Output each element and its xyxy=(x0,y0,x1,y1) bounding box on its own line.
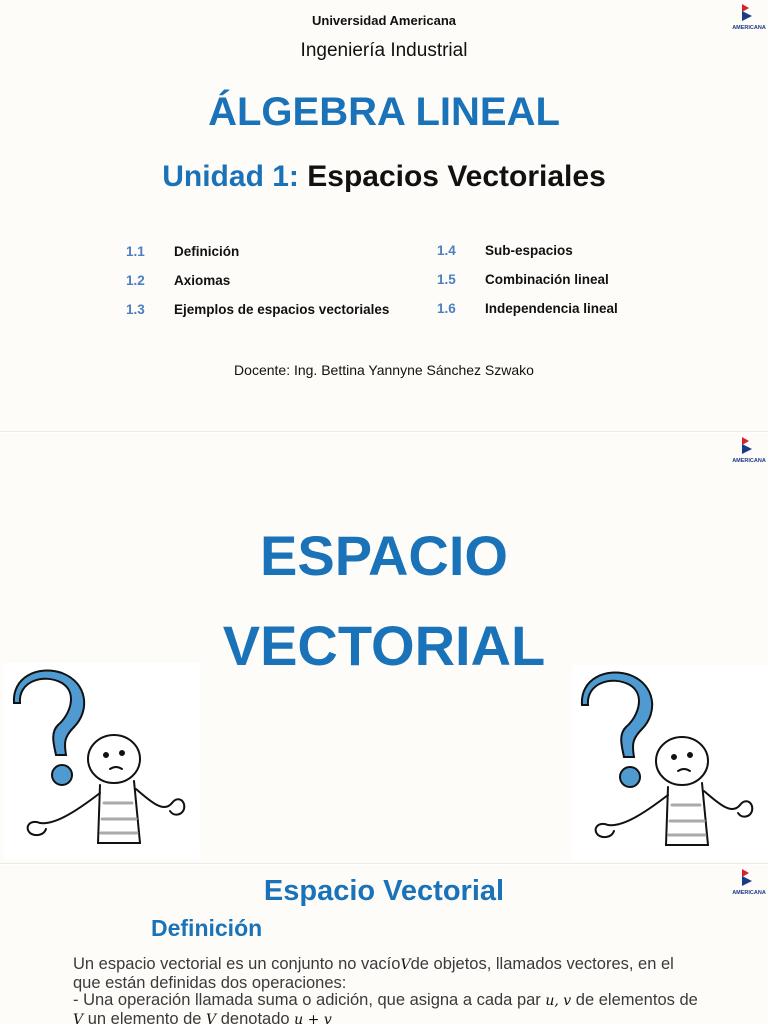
toc-number: 1.5 xyxy=(437,272,456,287)
logo-word: AMERICANA xyxy=(732,458,766,464)
slide-subtitle: Definición xyxy=(151,915,263,941)
section-title-line2: VECTORIAL xyxy=(222,614,546,677)
math-var: V xyxy=(400,957,411,973)
title-slide xyxy=(0,0,768,432)
text-run: de elementos de xyxy=(571,991,698,1009)
math-var: u + v xyxy=(294,1012,332,1024)
toc-label: Axiomas xyxy=(174,273,231,288)
logo-mark-icon xyxy=(742,437,756,455)
toc-item xyxy=(126,295,389,324)
toc-label: Combinación lineal xyxy=(485,272,609,287)
text-run: denotado xyxy=(216,1010,295,1024)
toc-right-column xyxy=(437,236,618,323)
unit-label: Unidad 1: xyxy=(162,160,299,193)
career-name: Ingeniería Industrial xyxy=(300,40,468,61)
math-var: u, v xyxy=(545,993,572,1009)
teacher-name: Docente: Ing. Bettina Yannyne Sánchez Szwako xyxy=(234,362,534,378)
course-title: ÁLGEBRA LINEAL xyxy=(208,90,560,134)
toc-number: 1.4 xyxy=(437,243,456,258)
thinking-person-icon xyxy=(572,665,768,861)
text-run: - Una operación llamada suma o adición, que asigna a cada par xyxy=(73,991,546,1009)
toc-label: Sub-espacios xyxy=(485,243,573,258)
definition-paragraph xyxy=(73,955,698,992)
definition-slide xyxy=(0,865,768,1024)
university-name: Universidad Americana xyxy=(311,13,457,28)
text-run: un elemento de xyxy=(83,1010,207,1024)
section-title-line1: ESPACIO xyxy=(260,524,508,587)
toc-number: 1.2 xyxy=(126,273,145,288)
americana-logo xyxy=(732,437,766,467)
toc-number: 1.3 xyxy=(126,302,145,317)
logo-word: AMERICANA xyxy=(732,25,766,31)
toc-number: 1.1 xyxy=(126,244,145,259)
logo-word: AMERICANA xyxy=(732,890,766,896)
section-slide xyxy=(0,433,768,864)
toc-number: 1.6 xyxy=(437,301,456,316)
text-run: de objetos, llamados vectores, en el que están definidas dos operaciones: xyxy=(73,955,674,992)
toc-item xyxy=(126,237,389,266)
toc-item xyxy=(437,294,618,323)
text-run: Un espacio vectorial es un conjunto no vacío xyxy=(73,955,401,973)
toc-label: Ejemplos de espacios vectoriales xyxy=(174,302,390,317)
unit-heading xyxy=(0,160,768,194)
toc-item xyxy=(437,265,618,294)
slide-title: Espacio Vectorial xyxy=(263,875,505,907)
toc-item xyxy=(437,236,618,265)
toc-label: Definición xyxy=(174,244,240,259)
toc-label: Independencia lineal xyxy=(485,301,618,316)
thinking-person-icon xyxy=(4,663,200,859)
unit-title: Espacios Vectoriales xyxy=(307,160,606,193)
toc-item xyxy=(126,266,389,295)
bullet-item xyxy=(73,991,698,1024)
math-var: V xyxy=(206,1012,217,1024)
math-var: V xyxy=(73,1012,84,1024)
toc-left-column xyxy=(126,237,389,324)
